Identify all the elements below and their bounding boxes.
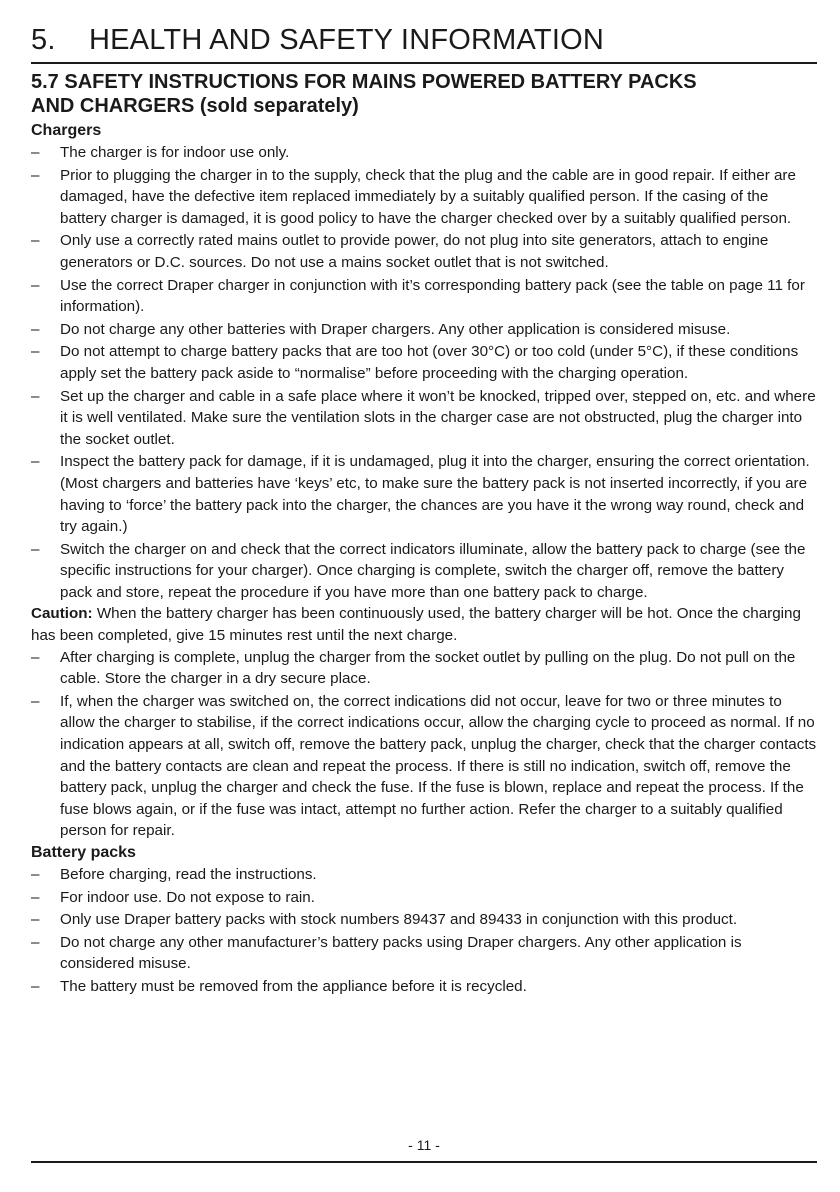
bullet-dash: – bbox=[31, 692, 40, 710]
bullet-dash: – bbox=[31, 387, 40, 405]
list-item bbox=[31, 932, 817, 975]
list-item-text: Prior to plugging the charger in to the supply, check that the plug and the cable are in good repair. If either are damaged, have the defective item replaced immediately by a suitably qualified person. If the casing of the battery charger is damaged, it is good policy to have the charger checked over by a suitably qualified person. bbox=[60, 166, 796, 227]
list-item-text: Do not charge any other batteries with Draper chargers. Any other application is considered misuse. bbox=[60, 320, 731, 338]
list-item bbox=[31, 909, 817, 931]
list-item bbox=[31, 386, 817, 451]
list-item-text: Only use a correctly rated mains outlet to provide power, do not plug into site generators, attach to engine generators or D.C. sources. Do not use a mains socket outlet that is not switched. bbox=[60, 232, 769, 271]
bullet-dash: – bbox=[31, 276, 40, 294]
bullet-dash: – bbox=[31, 888, 40, 906]
bullet-dash: – bbox=[31, 320, 40, 338]
page-number: - 11 - bbox=[408, 1137, 440, 1153]
battery-packs-heading: Battery packs bbox=[31, 844, 136, 861]
footer-rule bbox=[31, 1161, 817, 1163]
list-item bbox=[31, 864, 817, 886]
list-item bbox=[31, 691, 817, 842]
list-item bbox=[31, 142, 817, 164]
page-content bbox=[31, 70, 817, 998]
list-item-text: The battery must be removed from the appliance before it is recycled. bbox=[60, 977, 527, 995]
list-item-text: Use the correct Draper charger in conjunction with it’s corresponding battery pack (see the table on page 11 for information). bbox=[60, 276, 805, 316]
bullet-dash: – bbox=[31, 540, 40, 558]
list-item-text: The charger is for indoor use only. bbox=[60, 144, 290, 161]
bullet-dash: – bbox=[31, 648, 40, 666]
list-item-text: Do not charge any other manufacturer’s battery packs using Draper chargers. Any other application is considered misuse. bbox=[60, 933, 742, 973]
chapter-title: HEALTH AND SAFETY INFORMATION bbox=[89, 24, 604, 56]
battery-packs-list bbox=[31, 864, 817, 998]
list-item bbox=[31, 230, 817, 273]
chapter-number: 5. bbox=[31, 24, 56, 56]
list-item bbox=[31, 539, 817, 604]
list-item-text: After charging is complete, unplug the charger from the socket outlet by pulling on the plug. Do not pull on the cable. Store the charger in a dry secure place. bbox=[60, 648, 796, 688]
bullet-dash: – bbox=[31, 911, 40, 929]
header-rule bbox=[31, 62, 817, 64]
list-item bbox=[31, 647, 817, 690]
chargers-list-continued bbox=[31, 647, 817, 842]
list-item-text: Inspect the battery pack for damage, if it is undamaged, plug it into the charger, ensuring the correct orientation. (Most chargers and batteries have ‘keys’ etc, to make sure the battery pack is not inserted incorrectly, if you are having to ‘force’ the battery pack into the charger, the chances are you have it the wrong way round, check and try again.) bbox=[60, 453, 810, 536]
bullet-dash: – bbox=[31, 866, 40, 883]
list-item-text: Switch the charger on and check that the correct indicators illuminate, allow the battery pack to charge (see the specific instructions for your charger). Once charging is complete, switch the charger off, remove the battery pack and store, repeat the procedure if you have more than one battery pack to charge. bbox=[60, 540, 806, 601]
list-item bbox=[31, 451, 817, 537]
manual-page bbox=[31, 0, 817, 1192]
chapter-heading bbox=[31, 24, 604, 57]
section-title bbox=[31, 70, 817, 118]
list-item bbox=[31, 319, 817, 341]
section-title-line-2: AND CHARGERS (sold separately) bbox=[31, 95, 359, 117]
caution-text: When the battery charger has been continuously used, the battery charger will be hot. Once the charging has been completed, give 15 minutes rest until the next charge. bbox=[31, 605, 801, 645]
list-item-text: Set up the charger and cable in a safe place where it won’t be knocked, tripped over, stepped on, etc. and where it is well ventilated. Make sure the ventilation slots in the charger case are not obstructed, plug the charger into the socket outlet. bbox=[60, 387, 816, 448]
bullet-dash: – bbox=[31, 232, 40, 250]
list-item-text: If, when the charger was switched on, the correct indications did not occur, leave for two or three minutes to allow the charger to stabilise, if the correct indications occur, allow the charging cycle to proceed as normal. If no indication appears at all, switch off, remove the battery pack, unplug the charger, check that the charger contacts and the battery contacts are clean and repeat the process. If there is still no indication, switch off, remove the battery pack, unplug the charger and check the fuse. If the fuse is blown, replace and repeat the process. If the fuse blows again, or if the fuse was intact, attempt no further action. Refer the charger to a suitably qualified person for repair. bbox=[60, 692, 817, 840]
list-item-text: Before charging, read the instructions. bbox=[60, 866, 317, 883]
bullet-dash: – bbox=[31, 933, 40, 951]
bullet-dash: – bbox=[31, 977, 40, 995]
list-item-text: Do not attempt to charge battery packs that are too hot (over 30°C) or too cold (under 5°C), if these conditions apply set the battery pack aside to “normalise” before proceeding with the charging operation. bbox=[60, 343, 799, 382]
list-item bbox=[31, 976, 817, 998]
bullet-dash: – bbox=[31, 166, 40, 184]
section-title-line-1: 5.7 SAFETY INSTRUCTIONS FOR MAINS POWERED BATTERY PACKS bbox=[31, 71, 697, 93]
list-item-text: Only use Draper battery packs with stock numbers 89437 and 89433 in conjunction with this product. bbox=[60, 911, 738, 929]
bullet-dash: – bbox=[31, 343, 40, 361]
bullet-dash: – bbox=[31, 144, 40, 161]
list-item bbox=[31, 275, 817, 318]
chargers-heading: Chargers bbox=[31, 122, 102, 139]
bullet-dash: – bbox=[31, 453, 40, 471]
list-item-text: For indoor use. Do not expose to rain. bbox=[60, 888, 315, 906]
list-item bbox=[31, 341, 817, 384]
list-item bbox=[31, 887, 817, 909]
list-item bbox=[31, 165, 817, 230]
chargers-list bbox=[31, 142, 817, 603]
caution-label: Caution: bbox=[31, 605, 93, 623]
caution-note bbox=[31, 603, 817, 646]
